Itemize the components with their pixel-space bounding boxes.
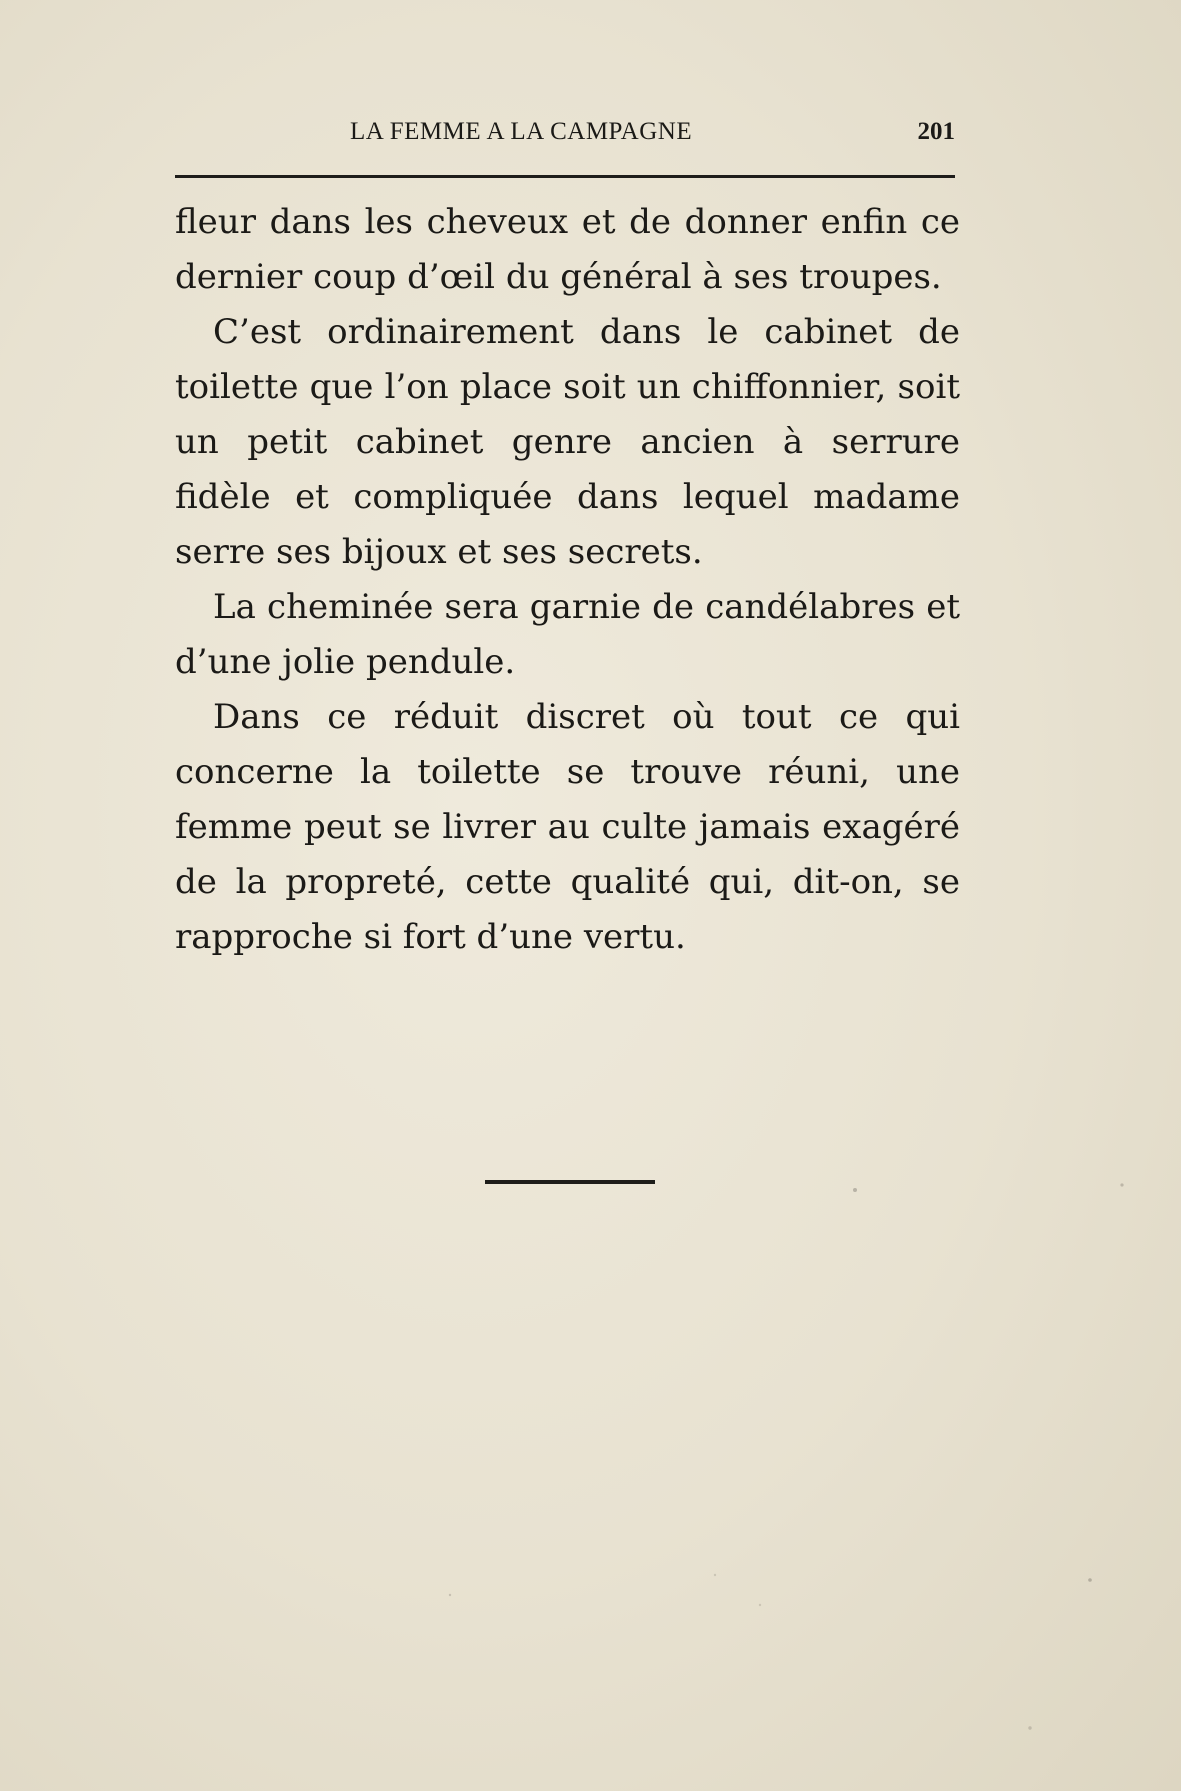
end-rule bbox=[485, 1180, 655, 1184]
page-body bbox=[175, 195, 960, 965]
running-title: LA FEMME A LA CAMPAGNE bbox=[350, 118, 693, 145]
paragraph-2: C’est ordinairement dans le cabinet de toilette que l’on place soit un chiffonnier, soit un petit cabinet genre ancien à serrure fidèle et compliquée dans lequel madame serre ses bijoux et ses secrets. bbox=[175, 312, 960, 572]
page-number: 201 bbox=[917, 118, 955, 145]
paragraph-4: Dans ce réduit discret où tout ce qui concerne la toilette se trouve réuni, une femme peut se livrer au culte jamais exagéré de la propreté, cette qualité qui, dit-on, se rapproche si fort d’une vertu. bbox=[175, 697, 960, 957]
page-header bbox=[175, 118, 955, 158]
paragraph-1: fleur dans les cheveux et de donner enfin ce dernier coup d’œil du général à ses troupes. bbox=[175, 202, 960, 297]
header-rule bbox=[175, 175, 955, 178]
paragraph-3: La cheminée sera garnie de candélabres et d’une jolie pendule. bbox=[175, 587, 960, 682]
